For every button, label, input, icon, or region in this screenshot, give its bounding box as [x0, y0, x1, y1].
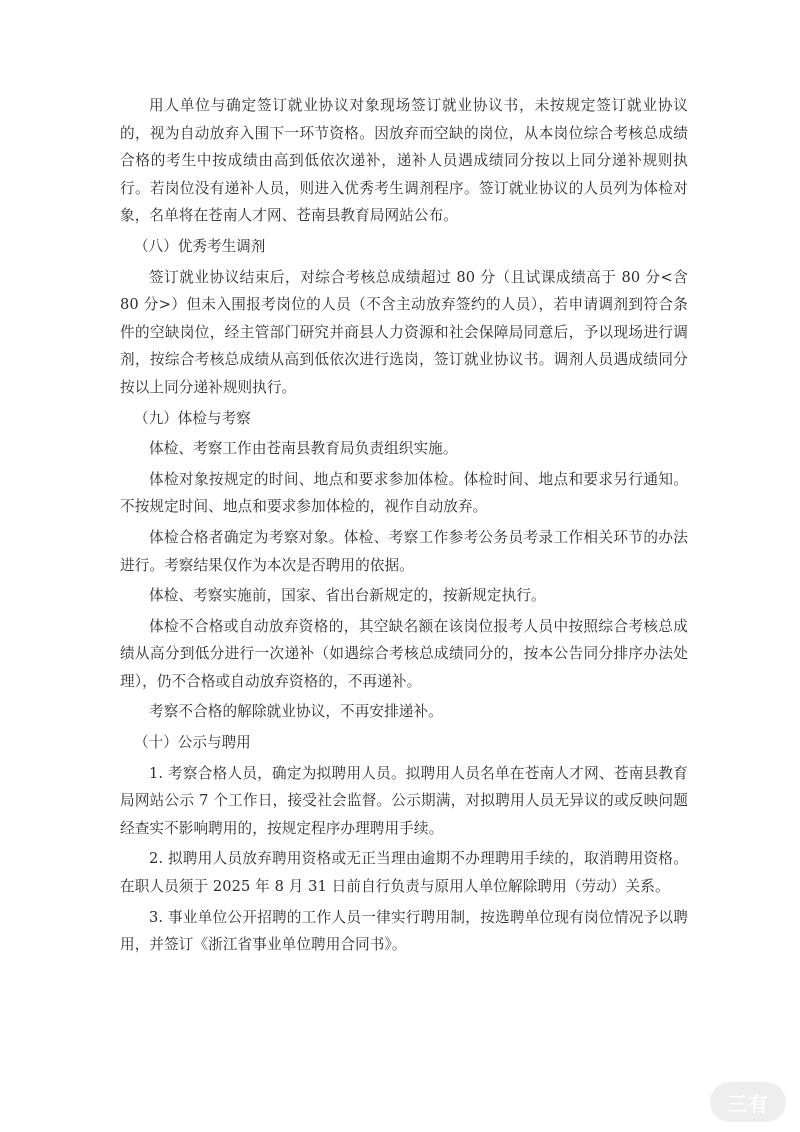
paragraph: 体检、考察实施前，国家、省出台新规定的，按新规定执行。	[149, 587, 546, 605]
watermark-logo: 三有	[710, 1082, 786, 1122]
paragraph: 2. 拟聘用人员放弃聘用资格或无正当理由逾期不办理聘用手续的，取消聘用资格。在职人员须于 2025 年 8 月 31 日前自行负责与原用人单位解除聘用（劳动）关系。	[120, 850, 688, 896]
paragraph: 用人单位与确定签订就业协议对象现场签订就业协议书，未按规定签订就业协议的，视为自动放弃入围下一环节资格。因放弃而空缺的岗位，从本岗位综合考核总成绩合格的考生中按成绩由高到低依次递补，递补人员遇成绩同分按以上同分递补规则执行。若岗位没有递补人员，则进入优秀考生调剂程序。签订就业协议的人员列为体检对象，名单将在苍南人才网、苍南县教育局网站公布。	[120, 97, 688, 225]
paragraph: 1. 考察合格人员，确定为拟聘用人员。拟聘用人员名单在苍南人才网、苍南县教育局网站公示 7 个工作日，接受社会监督。公示期满，对拟聘用人员无异议的或反映问题经查实不影响聘用的，按规定程序办理聘用手续。	[120, 764, 688, 837]
paragraph: 体检合格者确定为考察对象。体检、考察工作参考公务员考录工作相关环节的办法进行。考察结果仅作为本次是否聘用的依据。	[120, 528, 688, 574]
section-heading: （十）公示与聘用	[134, 734, 251, 752]
section-heading: （九）体检与考察	[134, 409, 251, 427]
paragraph: 体检对象按规定的时间、地点和要求参加体检。体检时间、地点和要求另行通知。不按规定时间、地点和要求参加体检的，视作自动放弃。	[120, 470, 688, 516]
paragraph: 体检不合格或自动放弃资格的，其空缺名额在该岗位报考人员中按照综合考核总成绩从高分到低分进行一次递补（如遇综合考核总成绩同分的，按本公告同分排序办法处理），仍不合格或自动放弃资格的，不再递补。	[120, 617, 688, 690]
paragraph: 体检、考察工作由苍南县教育局负责组织实施。	[149, 440, 458, 458]
section-heading: （八）优秀考生调剂	[134, 237, 266, 255]
paragraph: 考察不合格的解除就业协议，不再安排递补。	[149, 703, 443, 721]
paragraph: 3. 事业单位公开招聘的工作人员一律实行聘用制，按选聘单位现有岗位情况予以聘用，并签订《浙江省事业单位聘用合同书》。	[120, 908, 688, 954]
paragraph: 签订就业协议结束后，对综合考核总成绩超过 80 分（且试课成绩高于 80 分<含 80 分>）但未入围报考岗位的人员（不含主动放弃签约的人员），若申请调剂到符合条件的空缺岗位，经主管部门研究并商县人力资源和社会保障局同意后，予以现场进行调剂，按综合考核总成绩从高到低依次进行选岗，签订就业协议书。调剂人员遇成绩同分按以上同分递补规则执行。	[120, 268, 688, 396]
document-page	[120, 92, 688, 962]
